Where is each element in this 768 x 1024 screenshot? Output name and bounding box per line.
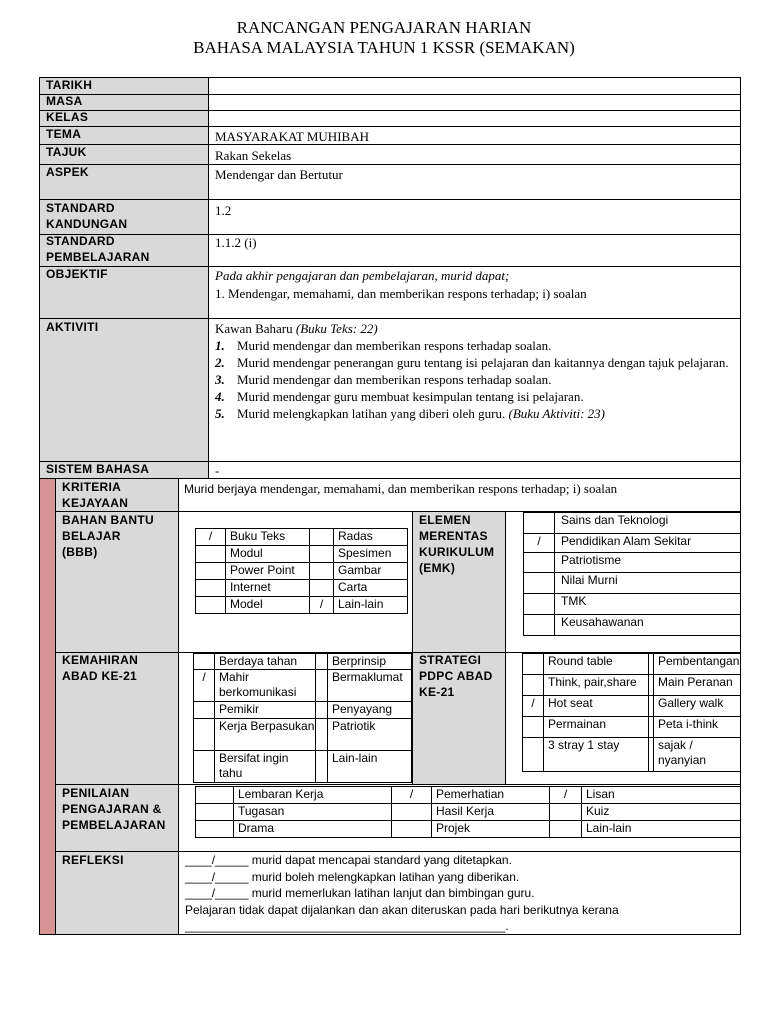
document-title-line1: RANCANGAN PENGAJARAN HARIAN [236, 18, 532, 37]
bbb-label-3: (BBB) [62, 545, 98, 559]
emk-label-2: MERENTAS [419, 529, 488, 543]
table-row: Tugasan Hasil Kerja Kuiz [196, 804, 741, 821]
kemahiran-table [193, 653, 412, 783]
table-row: Nilai Murni [524, 573, 741, 594]
aktiviti-step: 1. Murid mendengar dan memberikan respons terhadap soalan. [215, 338, 552, 353]
refleksi-line: ________________________________________________. [185, 919, 509, 933]
table-row: Think, pair,share Main Peranan [523, 675, 741, 696]
table-row: Power Point Gambar [196, 563, 408, 580]
table-row: / Mahir berkomunikasi Bermaklumat [194, 670, 412, 702]
table-row: Pemikir Penyayang [194, 702, 412, 719]
emk-table [523, 512, 741, 636]
table-row: Berdaya tahan Berprinsip [194, 654, 412, 670]
aktiviti-heading-ref: (Buku Teks: 22) [295, 321, 378, 336]
strategi-label-3: KE-21 [419, 685, 455, 699]
objektif-label: OBJEKTIF [46, 267, 108, 281]
aktiviti-content [215, 320, 730, 422]
penilaian-label-2: PENGAJARAN & [62, 802, 162, 816]
standard-pembelajaran-label-1: STANDARD [46, 234, 115, 248]
kriteria-value: Murid berjaya mendengar, memahami, dan memberikan respons terhadap; i) soalan [184, 481, 618, 496]
table-row: Permainan Peta i-think [523, 717, 741, 738]
tajuk-label: TAJUK [46, 145, 87, 159]
side-stripe [40, 479, 55, 934]
table-row: Patriotisme [524, 553, 741, 573]
standard-kandungan-label-1: STANDARD [46, 201, 115, 215]
standard-pembelajaran-value: 1.1.2 (i) [215, 235, 257, 250]
aktiviti-step: 4. Murid mendengar guru membuat kesimpulan tentang isi pelajaran. [215, 389, 584, 404]
aktiviti-step: 3. Murid mendengar dan memberikan respons terhadap soalan. [215, 372, 552, 387]
aspek-label: ASPEK [46, 165, 89, 179]
refleksi-line: ____/_____ murid dapat mencapai standard yang ditetapkan. [185, 853, 512, 867]
tema-label: TEMA [46, 127, 82, 141]
sistem-bahasa-value: - [215, 463, 220, 478]
emk-label-3: KURIKULUM [419, 545, 495, 559]
tarikh-label: TARIKH [46, 78, 93, 92]
table-row: Internet Carta [196, 580, 408, 597]
table-row: Model / Lain-lain [196, 597, 408, 614]
standard-kandungan-value: 1.2 [215, 203, 232, 218]
kemahiran-label-1: KEMAHIRAN [62, 653, 139, 667]
document-title-line2: BAHASA MALAYSIA TAHUN 1 KSSR (SEMAKAN) [193, 38, 575, 57]
aktiviti-heading: Kawan Baharu [215, 321, 293, 336]
bbb-label-1: BAHAN BANTU [62, 513, 154, 527]
aktiviti-label: AKTIVITI [46, 320, 99, 334]
emk-label-4: (EMK) [419, 561, 456, 575]
bbb-label-2: BELAJAR [62, 529, 121, 543]
strategi-table [522, 653, 741, 772]
table-row: Round table Pembentangan [523, 654, 741, 675]
table-row: Keusahawanan [524, 615, 741, 636]
objektif-item: 1. Mendengar, memahami, dan memberikan respons terhadap; i) soalan [215, 286, 587, 301]
tema-value: MASYARAKAT MUHIBAH [215, 129, 369, 144]
standard-kandungan-label-2: KANDUNGAN [46, 217, 128, 231]
table-row: / Hot seat Gallery walk [523, 696, 741, 717]
tajuk-value: Rakan Sekelas [215, 148, 292, 163]
objektif-intro: Pada akhir pengajaran dan pembelajaran, murid dapat; [215, 268, 510, 283]
refleksi-line: ____/_____ murid memerlukan latihan lanjut dan bimbingan guru. [185, 886, 535, 900]
kemahiran-label-2: ABAD KE-21 [62, 669, 138, 683]
table-row: / Buku Teks Radas [196, 529, 408, 546]
kelas-label: KELAS [46, 110, 89, 124]
aktiviti-step5-ref: (Buku Aktiviti: 23) [508, 406, 605, 421]
strategi-label-2: PDPC ABAD [419, 669, 493, 683]
table-row: / Pendidikan Alam Sekitar [524, 534, 741, 553]
table-row: Sains dan Teknologi [524, 513, 741, 534]
aktiviti-step: 2. Murid mendengar penerangan guru tentang isi pelajaran dan kaitannya dengan tajuk pelajaran. [215, 355, 729, 370]
sistem-bahasa-label: SISTEM BAHASA [46, 462, 150, 476]
refleksi-line: ____/_____ murid boleh melengkapkan latihan yang diberikan. [185, 869, 520, 884]
masa-label: MASA [46, 94, 83, 108]
table-row: TMK [524, 594, 741, 615]
table-row: Modul Spesimen [196, 546, 408, 563]
emk-label-1: ELEMEN [419, 513, 471, 527]
table-row: Lembaran Kerja / Pemerhatian / Lisan [196, 787, 741, 804]
standard-pembelajaran-label-2: PEMBELAJARAN [46, 250, 150, 264]
penilaian-label-1: PENILAIAN [62, 786, 130, 800]
kriteria-label-2: KEJAYAAN [62, 496, 129, 510]
table-row: Drama Projek Lain-lain [196, 821, 741, 838]
table-row: Bersifat ingin tahu Lain-lain [194, 751, 412, 783]
bbb-table [195, 528, 408, 614]
penilaian-table [195, 786, 741, 838]
aktiviti-step: 5. Murid melengkapkan latihan yang diberi oleh guru. (Buku Aktiviti: 23) [215, 406, 605, 421]
penilaian-label-3: PEMBELAJARAN [62, 818, 166, 832]
table-row: 3 stray 1 stay sajak / nyanyian [523, 738, 741, 772]
aspek-value: Mendengar dan Bertutur [215, 167, 343, 182]
refleksi-lines [185, 852, 737, 935]
kriteria-label-1: KRITERIA [62, 480, 122, 494]
strategi-label-1: STRATEGI [419, 653, 482, 667]
refleksi-line: Pelajaran tidak dapat dijalankan dan akan diteruskan pada hari berikutnya kerana [185, 902, 619, 917]
refleksi-label: REFLEKSI [62, 853, 124, 867]
table-row: Kerja Berpasukan Patriotik [194, 719, 412, 751]
